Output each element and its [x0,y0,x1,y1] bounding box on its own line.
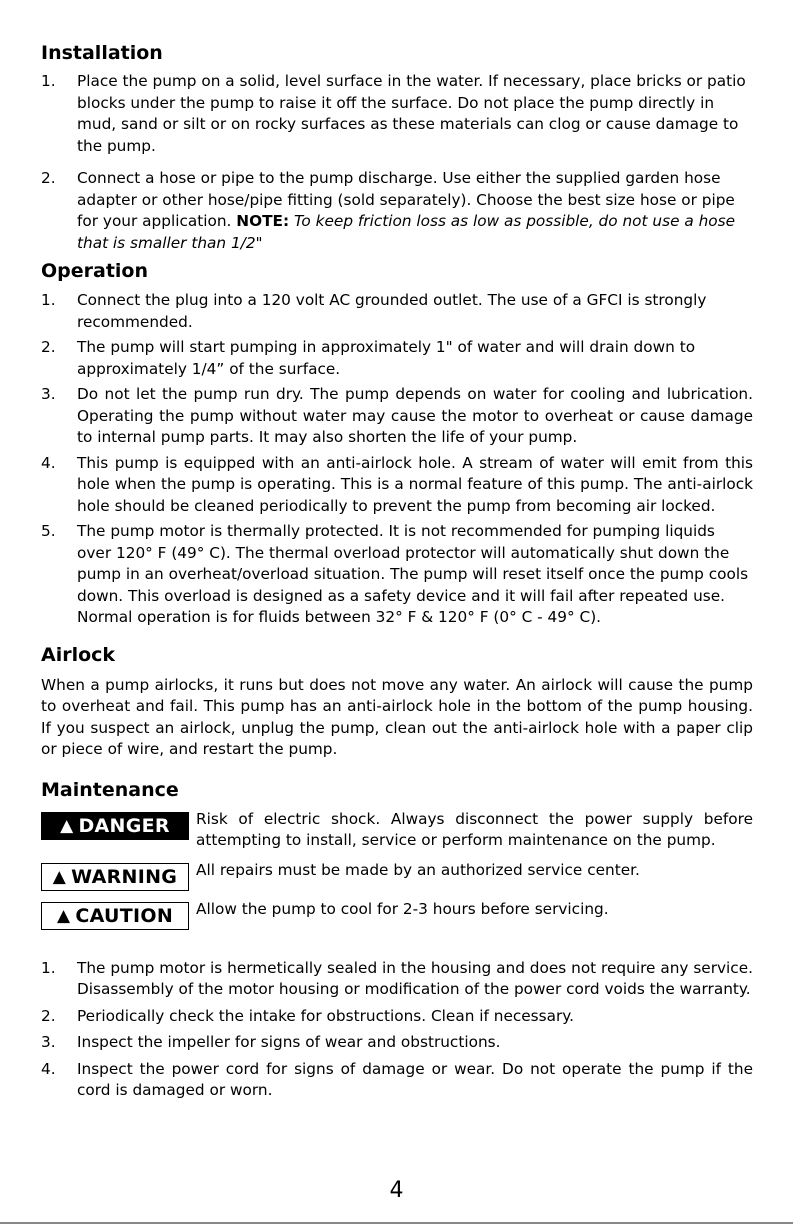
installation-heading: Installation [41,42,163,64]
warning-text: All repairs must be made by an authorized service center. [196,860,640,879]
item-text: Do not let the pump run dry. The pump depends on water for cooling and lubrication. Operating the pump without water may cause the motor to overheat or cause damage to internal pump parts. It may also shorten the life of your pump. [77,385,753,446]
danger-row [41,809,753,852]
item-text: Connect a hose or pipe to the pump discharge. Use either the supplied garden hose adapter or other hose/pipe fitting (sold separately). Choose the best size hose or pipe for your application. [77,169,735,230]
maintenance-heading: Maintenance [41,778,179,801]
list-item [41,521,753,629]
operation-heading: Operation [41,260,149,282]
caution-row [41,899,753,930]
item-number: 1. [41,958,56,977]
list-item [41,1032,753,1054]
caution-label [41,902,189,930]
danger-label-text: DANGER [78,814,170,837]
operation-list [41,290,753,629]
list-item [41,290,753,333]
maintenance-list [41,958,753,1102]
item-number: 2. [41,169,56,187]
bottom-divider [0,1222,793,1224]
note-text: To keep friction loss as low as possible, do not use a hose that is smaller than 1/2" [77,212,736,252]
airlock-heading: Airlock [41,643,116,666]
list-item [41,1006,753,1028]
warning-triangle-icon: ▲ [60,815,74,836]
item-number: 5. [41,522,56,540]
item-text: The pump motor is hermetically sealed in the housing and does not require any service. Disassembly of the motor housing or modification of the power cord voids the warranty. [77,958,753,998]
manual-page [41,40,753,1102]
danger-label [41,812,189,840]
item-number: 2. [41,1006,56,1025]
list-item [41,1059,753,1102]
list-item [41,71,753,157]
item-number: 2. [41,338,56,356]
caution-label-text: CAUTION [75,904,174,927]
item-text: This pump is equipped with an anti-airlock hole. A stream of water will emit from this hole when the pump is operating. This is a normal feature of this pump. The anti-airlock hole should be cleaned periodically to prevent the pump from becoming air locked. [77,453,753,515]
safety-warnings [41,809,753,930]
warning-triangle-icon: ▲ [52,866,67,887]
item-number: 3. [41,385,56,403]
warning-row [41,860,753,891]
note-label: NOTE: [236,212,290,230]
item-text: Inspect the power cord for signs of damage or wear. Do not operate the pump if the cord is damaged or worn. [77,1059,753,1099]
item-number: 1. [41,72,56,90]
caution-text: Allow the pump to cool for 2-3 hours before servicing. [196,899,609,918]
item-number: 3. [41,1033,56,1051]
item-text: Place the pump on a solid, level surface in the water. If necessary, place bricks or patio blocks under the pump to raise it off the surface. Do not place the pump directly in mud, sand or silt or on rocky surfaces as these materials can clog or cause damage to the pump. [77,72,746,155]
item-text: The pump will start pumping in approximately 1" of water and will drain down to approximately 1/4” of the surface. [77,338,696,378]
list-item [41,168,753,254]
page-number: 4 [389,1178,404,1203]
airlock-paragraph: When a pump airlocks, it runs but does not move any water. An airlock will cause the pump to overheat and fail. This pump has an anti-airlock hole in the bottom of the pump housing. If you suspect an airlock, unplug the pump, clean out the anti-airlock hole with a paper clip or piece of wire, and restart the pump. [41,675,753,758]
list-item [41,958,753,1001]
item-number: 1. [41,291,56,309]
item-number: 4. [41,1059,56,1078]
item-text: Periodically check the intake for obstructions. Clean if necessary. [77,1006,575,1025]
list-item [41,384,753,449]
list-item [41,337,753,380]
item-text: The pump motor is thermally protected. It is not recommended for pumping liquids over 120° F (49° C). The thermal overload protector will automatically shut down the pump in an overheat/overload situation. The pump will reset itself once the pump cools down. This overload is designed as a safety device and it will fail after repeated use. Normal operation is for fluids between 32° F & 120° F (0° C - 49° C). [77,522,749,626]
warning-triangle-icon: ▲ [56,905,71,926]
warning-label [41,863,189,891]
list-item [41,453,753,518]
danger-text: Risk of electric shock. Always disconnect the power supply before attempting to install, service or perform maintenance on the pump. [196,809,753,849]
warning-label-text: WARNING [71,865,178,888]
installation-list [41,71,753,254]
item-text: Inspect the impeller for signs of wear and obstructions. [77,1033,501,1051]
item-number: 4. [41,453,56,472]
item-text: Connect the plug into a 120 volt AC grounded outlet. The use of a GFCI is strongly recommended. [77,291,707,331]
